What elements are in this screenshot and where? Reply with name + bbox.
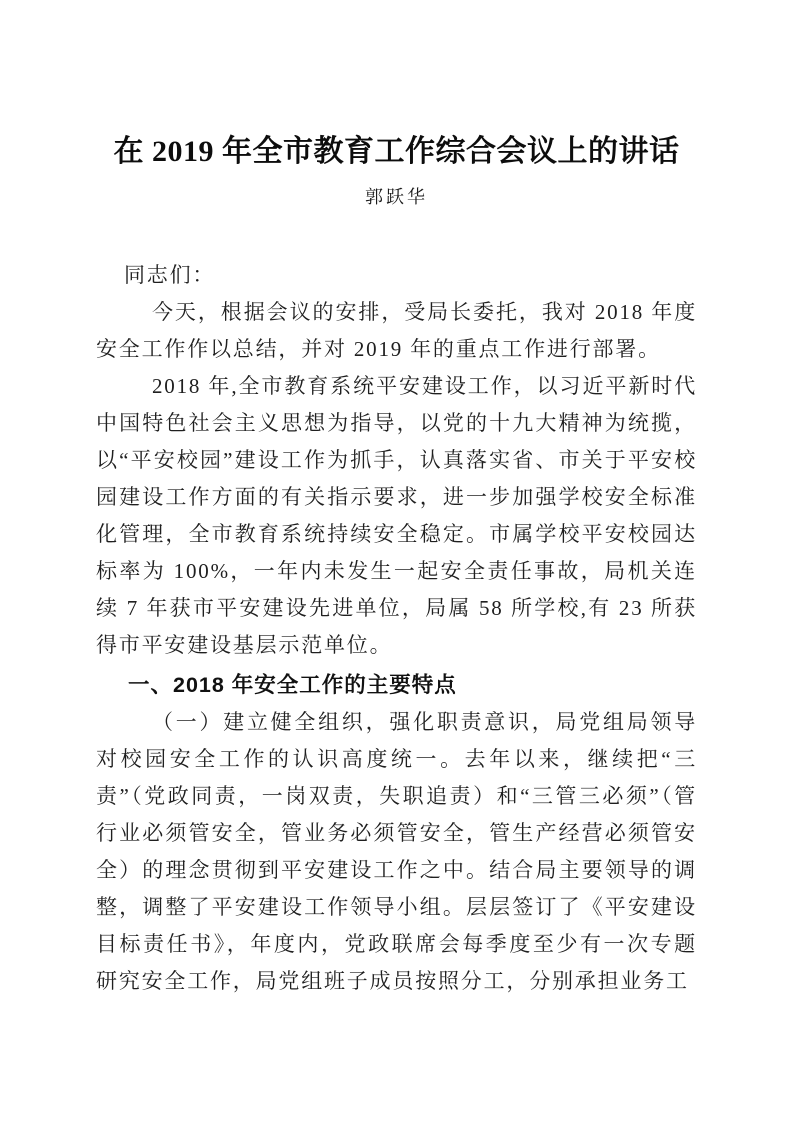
salutation: 同志们： — [124, 263, 216, 287]
section-heading-main-features: 一、2018 年安全工作的主要特点 — [128, 673, 457, 697]
document-content — [96, 130, 697, 1000]
paragraph-intro: 今天，根据会议的安排，受局长委托，我对 2018 年度安全工作作以总结，并对 2019 年的重点工作进行部署。 — [96, 300, 697, 361]
document-body — [96, 257, 697, 1000]
paragraph-2018-summary: 2018 年,全市教育系统平安建设工作，以习近平新时代中国特色社会主义思想为指导，以党的十九大精神为统揽，以“平安校园”建设工作为抓手，认真落实省、市关于平安校园建设工作方面的有关指示要求，进一步加强学校安全标准化管理，全市教育系统持续安全稳定。市属学校平安校园达标率为 100%，一年内未发生一起安全责任事故，局机关连续 7 年获市平安建设先进单位，局属 58 所学校,有 23 所获得市平安建设基层示范单位。 — [96, 374, 697, 657]
document-author: 郭跃华 — [365, 187, 428, 207]
paragraph-item-one: （一）建立健全组织，强化职责意识，局党组局领导对校园安全工作的认识高度统一。去年以来，继续把“三责”（党政同责，一岗双责，失职追责）和“三管三必须”（管行业必须管安全，管业务必须管安全，管生产经营必须管安全）的理念贯彻到平安建设工作之中。结合局主要领导的调整，调整了平安建设工作领导小组。层层签订了《平安建设目标责任书》，年度内，党政联席会每季度至少有一次专题研究安全工作，局党组班子成员按照分工，分别承担业务工 — [96, 710, 697, 993]
document-title: 在 2019 年全市教育工作综合会议上的讲话 — [113, 135, 680, 168]
